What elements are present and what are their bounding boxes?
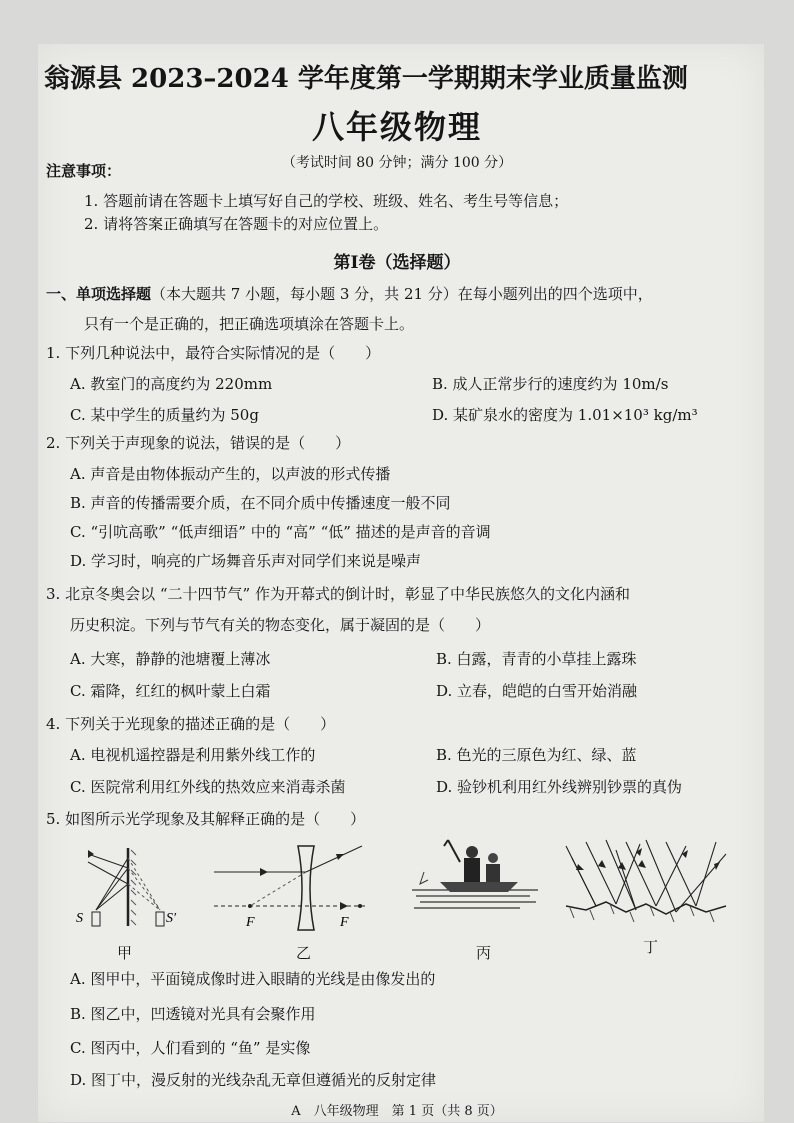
- option: D. 立春，皑皑的白雪开始消融: [436, 682, 638, 700]
- option: B. 白露，青青的小草挂上露珠: [436, 650, 637, 668]
- label-f-left: F: [246, 915, 255, 930]
- question-stem: 3. 北京冬奥会以 “二十四节气” 作为开幕式的倒计时，彰显了中华民族悠久的文化内涵和: [46, 585, 630, 603]
- option: D. 学习时，响亮的广场舞音乐声对同学们来说是噪声: [70, 552, 422, 570]
- option: C. 医院常利用红外线的热效应来消毒杀菌: [70, 778, 346, 796]
- page-footer: A 八年级物理 第 1 页（共 8 页）: [291, 1104, 503, 1119]
- figure-label: 甲: [117, 944, 133, 962]
- notes-heading: 注意事项：: [46, 162, 122, 180]
- option: A. 声音是由物体振动产生的，以声波的形式传播: [70, 465, 391, 483]
- option: B. 成人正常步行的速度约为 10m/s: [432, 375, 669, 393]
- option: C. 图丙中，人们看到的 “鱼” 是实像: [70, 1039, 311, 1057]
- option: D. 某矿泉水的密度为 1.01×10³ kg/m³: [432, 406, 698, 424]
- figure-concave-lens: [210, 838, 370, 948]
- option: C. 某中学生的质量约为 50g: [70, 406, 259, 424]
- option: B. 色光的三原色为红、绿、蓝: [436, 746, 637, 764]
- option: D. 验钞机利用红外线辨别钞票的真伪: [436, 778, 683, 796]
- exam-title: 翁源县 2023–2024 学年度第一学期期末学业质量监测: [44, 64, 688, 94]
- option: C. 霜降，红红的枫叶蒙上白霜: [70, 682, 271, 700]
- subject-title: 八年级物理: [311, 108, 482, 146]
- figure-label: 丙: [476, 944, 492, 962]
- question-stem: 4. 下列关于光现象的描述正确的是（ ）: [46, 715, 336, 733]
- option: A. 图甲中，平面镜成像时进入眼睛的光线是由像发出的: [70, 970, 436, 988]
- figure-label: 丁: [643, 938, 659, 956]
- label-s-prime: S′: [166, 911, 177, 926]
- option: A. 电视机遥控器是利用紫外线工作的: [70, 746, 316, 764]
- section-desc-text: （本大题共 7 小题，每小题 3 分，共 21 分）在每小题列出的四个选项中，: [151, 285, 653, 303]
- question-stem: 2. 下列关于声现象的说法，错误的是（ ）: [46, 434, 351, 452]
- note-item: 2. 请将答案正确填写在答题卡的对应位置上。: [84, 215, 389, 233]
- exam-info: （考试时间 80 分钟；满分 100 分）: [281, 155, 513, 171]
- figure-fishing: [410, 834, 540, 914]
- option: B. 图乙中，凹透镜对光具有会聚作用: [70, 1005, 316, 1023]
- question-stem: 1. 下列几种说法中，最符合实际情况的是（ ）: [46, 344, 381, 362]
- option: A. 教室门的高度约为 220mm: [70, 375, 273, 393]
- figure-plane-mirror: [70, 838, 190, 948]
- section-desc: [46, 283, 653, 304]
- note-item: 1. 答题前请在答题卡上填写好自己的学校、班级、姓名、考生号等信息；: [84, 192, 569, 210]
- figure-label: 乙: [296, 944, 312, 962]
- option: D. 图丁中，漫反射的光线杂乱无章但遵循光的反射定律: [70, 1071, 437, 1089]
- section-title: 一、单项选择题: [46, 285, 152, 303]
- part-title: 第Ⅰ卷（选择题）: [333, 253, 461, 273]
- question-stem-2: 历史积淀。下列与节气有关的物态变化，属于凝固的是（ ）: [70, 616, 491, 634]
- question-stem: 5. 如图所示光学现象及其解释正确的是（ ）: [46, 810, 366, 828]
- option: A. 大寒，静静的池塘覆上薄冰: [70, 650, 271, 668]
- section-desc-2: 只有一个是正确的，把正确选项填涂在答题卡上。: [84, 315, 415, 333]
- option: C. “引吭高歌” “低声细语” 中的 “高” “低” 描述的是声音的音调: [70, 523, 491, 541]
- label-s: S: [76, 911, 83, 926]
- figure-diffuse-reflection: [556, 834, 736, 934]
- option: B. 声音的传播需要介质，在不同介质中传播速度一般不同: [70, 494, 451, 512]
- label-f-right: F: [340, 915, 349, 930]
